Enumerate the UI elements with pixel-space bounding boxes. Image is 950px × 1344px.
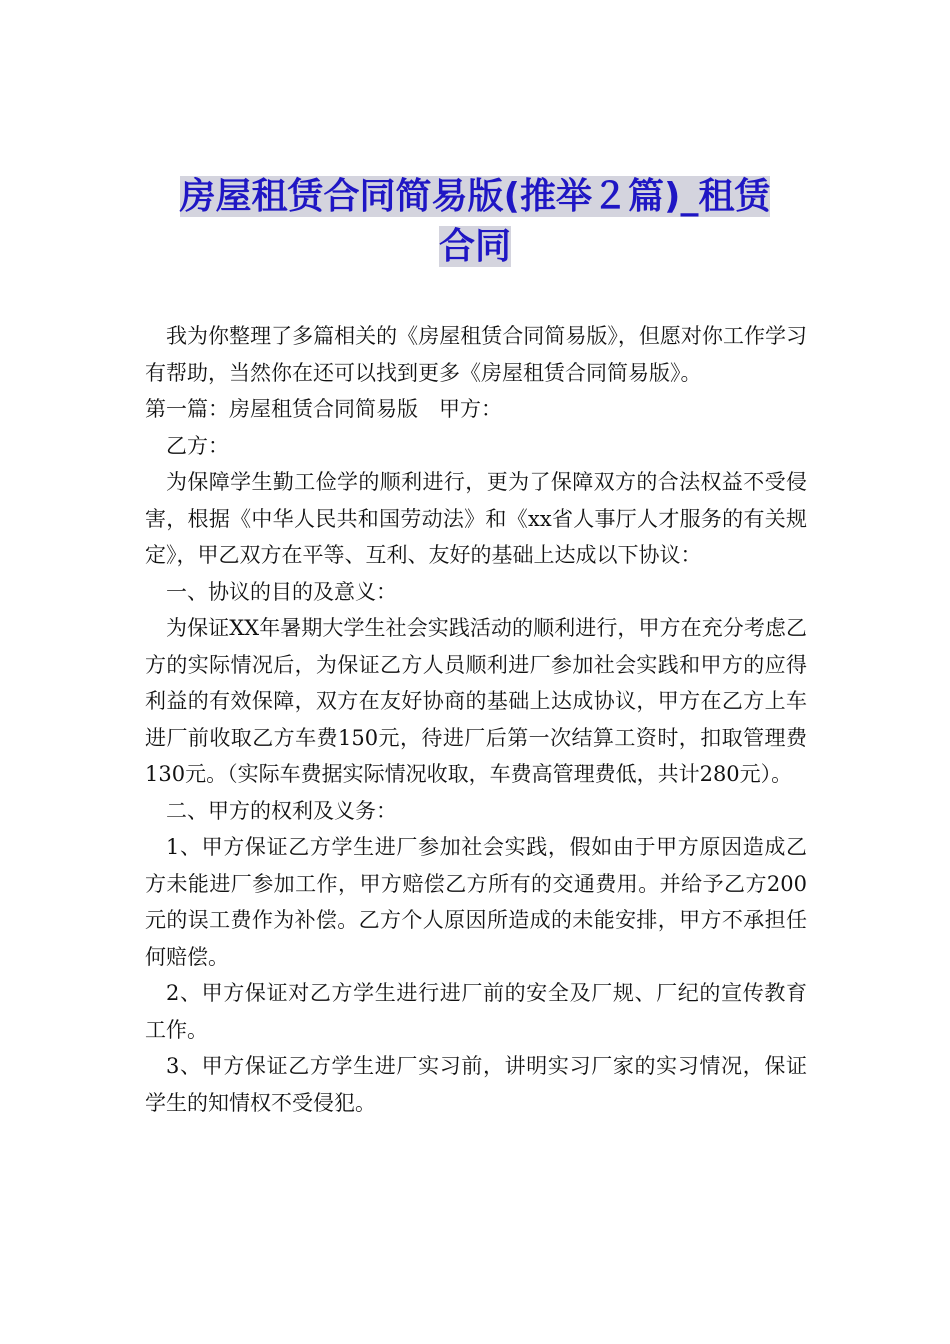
paragraph-preamble: 为保障学生勤工俭学的顺利进行，更为了保障双方的合法权益不受侵害，根据《中华人民共和国劳动法》和《xx省人事厅人才服务的有关规定》，甲乙双方在平等、互利、友好的基础上达成以下协议： (145, 470, 807, 567)
paragraph-party-b: 乙方： (166, 433, 229, 458)
section-heading-party-a-rights: 二、甲方的权利及义务： (166, 798, 397, 823)
document-title (145, 172, 805, 272)
paragraph-purpose: 为保证XX年暑期大学生社会实践活动的顺利进行，甲方在充分考虑乙方的实际情况后，为保证乙方人员顺利进厂参加社会实践和甲方的应得利益的有效保障，双方在友好协商的基础上达成协议，甲方在乙方上车进厂前收取乙方车费150元，待进厂后第一次结算工资时，扣取管理费130元。（实际车费据实际情况收取，车费高管理费低，共计280元）。 (145, 616, 807, 786)
clause-3: 3、甲方保证乙方学生进厂实习前，讲明实习厂家的实习情况，保证学生的知情权不受侵犯。 (145, 1054, 807, 1115)
clause-2: 2、甲方保证对乙方学生进行进厂前的安全及厂规、厂纪的宣传教育工作。 (145, 981, 807, 1042)
title-line-1: 房屋租赁合同简易版(推举２篇)_租赁 (179, 176, 771, 217)
clause-1: 1、甲方保证乙方学生进厂参加社会实践，假如由于甲方原因造成乙方未能进厂参加工作，甲方赔偿乙方所有的交通费用。并给予乙方200元的误工费作为补偿。乙方个人原因所造成的未能安排，甲方不承担任何赔偿。 (145, 835, 807, 969)
title-line-2: 合同 (438, 226, 511, 267)
document-body (145, 318, 807, 1121)
section-heading-purpose: 一、协议的目的及意义： (166, 579, 397, 604)
paragraph-intro: 我为你整理了多篇相关的《房屋租赁合同简易版》，但愿对你工作学习有帮助，当然你在还可以找到更多《房屋租赁合同简易版》。 (145, 324, 807, 385)
paragraph-first-article-heading: 第一篇：房屋租赁合同简易版 甲方： (145, 397, 502, 421)
